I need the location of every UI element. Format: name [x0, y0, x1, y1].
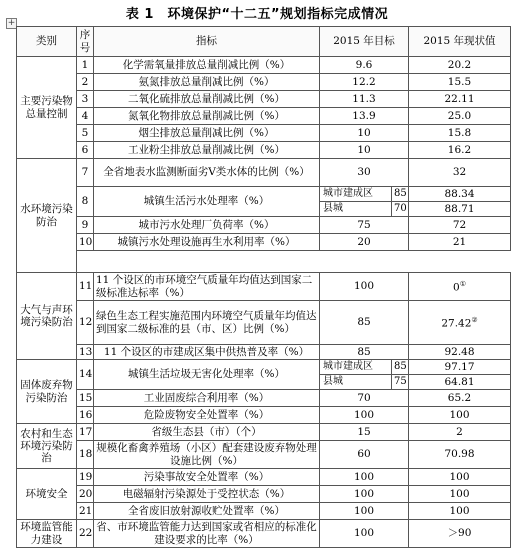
actual-value: 27.42 — [441, 317, 472, 330]
table-row — [17, 503, 511, 520]
table-title: 表 1 环境保护“十二五”规划指标完成情况 — [125, 7, 389, 22]
table-row — [17, 520, 511, 548]
indicator-cell: 城镇生活垃圾无害化处理率（%） — [94, 360, 320, 390]
row-no: 12 — [77, 301, 94, 345]
row-no: 22 — [77, 520, 94, 548]
table-row — [17, 74, 511, 91]
row-no: 3 — [77, 91, 94, 108]
row-no: 10 — [77, 234, 94, 251]
target-cell: 100 — [320, 407, 409, 424]
target-cell: 60 — [320, 441, 409, 469]
indicator-cell: 氨氮排放总量削减比例（%） — [94, 74, 320, 91]
table-header-row — [17, 27, 511, 57]
target-cell: 30 — [320, 159, 409, 187]
table-row — [17, 108, 511, 125]
actual-cell: 100 — [409, 469, 511, 486]
table-row — [17, 407, 511, 424]
row-no: 15 — [77, 390, 94, 407]
actual-cell: 2 — [409, 424, 511, 441]
category-cell: 水环境污染防治 — [17, 159, 77, 273]
actual-cell: 100 — [409, 486, 511, 503]
row-no: 20 — [77, 486, 94, 503]
target-cell: 100 — [320, 503, 409, 520]
actual-cell: 72 — [409, 217, 511, 234]
indicator-cell: 全省废旧放射源收贮处置率（%） — [94, 503, 320, 520]
table-row — [17, 486, 511, 503]
category-cell: 主要污染物总量控制 — [17, 57, 77, 159]
row-no: 16 — [77, 407, 94, 424]
target-cell: 15 — [320, 424, 409, 441]
row-no: 8 — [77, 187, 94, 217]
actual-value: 0 — [453, 281, 460, 294]
actual-cell: 21 — [409, 234, 511, 251]
sub-actual: 64.81 — [409, 375, 511, 390]
sub-target: 85 — [392, 360, 409, 375]
sub-label: 城市建成区 — [320, 360, 392, 375]
row-no: 14 — [77, 360, 94, 390]
table-row — [17, 390, 511, 407]
indicator-cell: 污染事故安全处置率（%） — [94, 469, 320, 486]
actual-cell: 22.11 — [409, 91, 511, 108]
indicator-cell: 规模化畜禽养殖场（小区）配套建设废弃物处理设施比例（%） — [94, 441, 320, 469]
table-row — [17, 142, 511, 159]
target-cell: 85 — [320, 345, 409, 360]
table-row — [17, 360, 511, 375]
sub-label: 县城 — [320, 202, 392, 217]
row-no: 13 — [77, 345, 94, 360]
table-row — [17, 469, 511, 486]
table-row — [17, 217, 511, 234]
indicator-cell: 城镇污水处理设施再生水利用率（%） — [94, 234, 320, 251]
sub-actual: 88.34 — [409, 187, 511, 202]
table-row — [17, 57, 511, 74]
table-row — [17, 159, 511, 187]
sub-label: 城市建成区 — [320, 187, 392, 202]
target-cell: 70 — [320, 390, 409, 407]
actual-cell — [409, 301, 511, 345]
actual-cell: 92.48 — [409, 345, 511, 360]
actual-cell: 15.5 — [409, 74, 511, 91]
sub-target: 75 — [392, 375, 409, 390]
row-no: 1 — [77, 57, 94, 74]
indicator-cell: 11 个设区的市环境空气质量年均值达到国家二级标准达标率（%） — [94, 273, 320, 301]
indicator-cell: 11 个设区的市建成区集中供热普及率（%） — [94, 345, 320, 360]
indicator-cell: 化学需氧量排放总量削减比例（%） — [94, 57, 320, 74]
target-cell: 10 — [320, 125, 409, 142]
target-cell: 100 — [320, 273, 409, 301]
indicator-table — [16, 26, 511, 548]
row-no: 21 — [77, 503, 94, 520]
indicator-cell: 电磁辐射污染源处于受控状态（%） — [94, 486, 320, 503]
actual-cell: 100 — [409, 407, 511, 424]
category-cell: 环境安全 — [17, 469, 77, 520]
footnote-mark: ① — [459, 279, 466, 288]
indicator-cell: 城镇生活污水处理率（%） — [94, 187, 320, 217]
target-cell: 75 — [320, 217, 409, 234]
row-no: 18 — [77, 441, 94, 469]
target-cell: 20 — [320, 234, 409, 251]
actual-cell: ＞90 — [409, 520, 511, 548]
indicator-cell: 工业固废综合利用率（%） — [94, 390, 320, 407]
target-cell: 12.2 — [320, 74, 409, 91]
indicator-cell: 氮氧化物排放总量削减比例（%） — [94, 108, 320, 125]
category-cell: 农村和生态环境污染防治 — [17, 424, 77, 469]
row-no: 2 — [77, 74, 94, 91]
indicator-cell: 城市污水处理厂负荷率（%） — [94, 217, 320, 234]
target-cell: 100 — [320, 469, 409, 486]
row-no: 11 — [77, 273, 94, 301]
sub-actual: 97.17 — [409, 360, 511, 375]
actual-cell: 20.2 — [409, 57, 511, 74]
actual-cell: 25.0 — [409, 108, 511, 125]
target-cell: 13.9 — [320, 108, 409, 125]
table-row — [17, 187, 511, 202]
actual-cell — [409, 273, 511, 301]
actual-cell: 70.98 — [409, 441, 511, 469]
indicator-cell: 省级生态县（市）（个） — [94, 424, 320, 441]
row-no: 5 — [77, 125, 94, 142]
category-cell: 环境监管能力建设 — [17, 520, 77, 548]
indicator-cell: 工业粉尘排放总量削减比例（%） — [94, 142, 320, 159]
header-target: 2015 年目标 — [320, 27, 409, 57]
category-cell: 固体废弃物污染防治 — [17, 360, 77, 424]
header-no: 序号 — [77, 27, 94, 57]
indicator-cell: 省、市环境监管能力达到国家或省相应的标准化建设要求的比率（%） — [94, 520, 320, 548]
indicator-cell: 全省地表水监测断面劣Ⅴ类水体的比例（%） — [94, 159, 320, 187]
sub-actual: 88.71 — [409, 202, 511, 217]
target-cell: 10 — [320, 142, 409, 159]
row-no: 6 — [77, 142, 94, 159]
indicator-cell: 烟尘排放总量削减比例（%） — [94, 125, 320, 142]
table-row — [17, 91, 511, 108]
table-row — [17, 301, 511, 345]
table-row — [17, 424, 511, 441]
indicator-cell: 绿色生态工程实施范围内环境空气质量年均值达到国家二级标准的县（市、区）比例（%） — [94, 301, 320, 345]
indicator-cell: 二氧化硫排放总量削减比例（%） — [94, 91, 320, 108]
spacer-row — [17, 251, 511, 273]
footnote-mark: ② — [471, 315, 478, 324]
table-row — [17, 234, 511, 251]
target-cell: 9.6 — [320, 57, 409, 74]
row-no: 7 — [77, 159, 94, 187]
table-row — [17, 125, 511, 142]
indicator-cell: 危险废物安全处置率（%） — [94, 407, 320, 424]
target-cell: 85 — [320, 301, 409, 345]
target-cell: 11.3 — [320, 91, 409, 108]
table-anchor-icon[interactable]: + — [7, 18, 16, 28]
target-cell: 100 — [320, 520, 409, 548]
header-actual: 2015 年现状值 — [409, 27, 511, 57]
actual-cell: 100 — [409, 503, 511, 520]
row-no: 4 — [77, 108, 94, 125]
table-row — [17, 441, 511, 469]
header-category: 类别 — [17, 27, 77, 57]
category-cell: 大气与声环境污染防治 — [17, 273, 77, 360]
actual-cell: 65.2 — [409, 390, 511, 407]
row-no: 19 — [77, 469, 94, 486]
sub-target: 70 — [392, 202, 409, 217]
sub-label: 县城 — [320, 375, 392, 390]
actual-cell: 15.8 — [409, 125, 511, 142]
row-no: 9 — [77, 217, 94, 234]
row-no: 17 — [77, 424, 94, 441]
actual-cell: 32 — [409, 159, 511, 187]
target-cell: 100 — [320, 486, 409, 503]
actual-cell: 16.2 — [409, 142, 511, 159]
table-row — [17, 273, 511, 301]
header-indicator: 指标 — [94, 27, 320, 57]
sub-target: 85 — [392, 187, 409, 202]
table-row — [17, 345, 511, 360]
